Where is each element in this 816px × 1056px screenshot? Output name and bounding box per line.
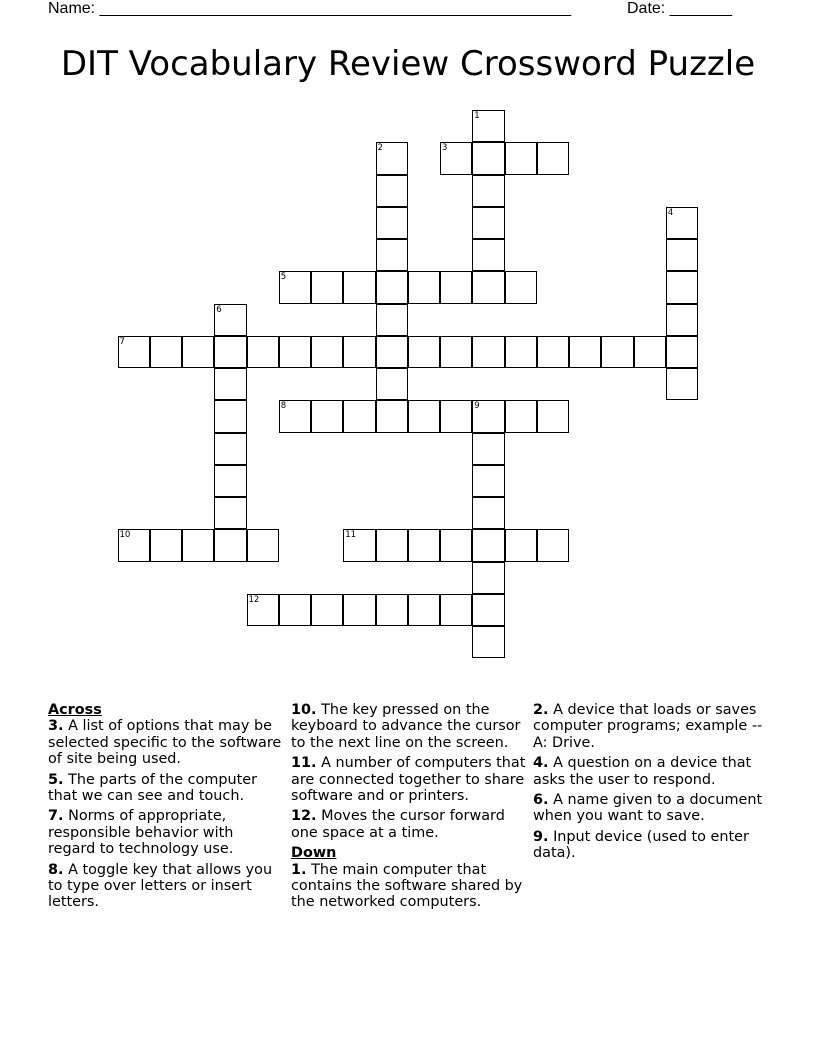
- clue-down-4: 4. A question on a device that asks the user to respond.: [533, 755, 752, 788]
- grid-cell[interactable]: [376, 175, 408, 207]
- clue-across-11: 11. A number of computers that are connected together to share software and or printers.: [291, 755, 526, 805]
- cell-number: 10: [119, 530, 131, 541]
- grid-cell[interactable]: [537, 336, 569, 368]
- clue-across-10: 10. The key pressed on the keyboard to advance the cursor to the next line on the screen.: [291, 702, 521, 751]
- grid-cell[interactable]: [376, 304, 408, 336]
- grid-cell[interactable]: [472, 626, 504, 658]
- clues-column-1: [48, 702, 284, 915]
- clue-down-6: 6. A name given to a document when you want to save.: [533, 792, 763, 825]
- grid-cell[interactable]: [666, 336, 698, 368]
- grid-cell[interactable]: [311, 336, 343, 368]
- grid-cell[interactable]: [472, 594, 504, 626]
- grid-cell[interactable]: [343, 271, 375, 303]
- grid-cell[interactable]: [118, 529, 150, 561]
- grid-cell[interactable]: [279, 400, 311, 432]
- name-field-label: Name: _____________________________________________________: [48, 0, 572, 17]
- grid-cell[interactable]: [182, 529, 214, 561]
- grid-cell[interactable]: [311, 594, 343, 626]
- grid-cell[interactable]: [376, 271, 408, 303]
- grid-cell[interactable]: [279, 594, 311, 626]
- cell-number: 6: [216, 304, 222, 315]
- grid-cell[interactable]: [472, 497, 504, 529]
- down-heading: Down: [291, 845, 337, 862]
- grid-cell[interactable]: [472, 239, 504, 271]
- grid-cell[interactable]: [666, 271, 698, 303]
- grid-cell[interactable]: [408, 529, 440, 561]
- grid-cell[interactable]: [214, 368, 246, 400]
- grid-cell[interactable]: [569, 336, 601, 368]
- grid-cell[interactable]: [214, 497, 246, 529]
- grid-cell[interactable]: [505, 271, 537, 303]
- grid-cell[interactable]: [376, 336, 408, 368]
- grid-cell[interactable]: [343, 400, 375, 432]
- clue-down-2: 2. A device that loads or saves computer programs; example -- A: Drive.: [533, 702, 763, 751]
- grid-cell[interactable]: [408, 336, 440, 368]
- grid-cell[interactable]: [472, 529, 504, 561]
- cell-number: 4: [667, 207, 674, 218]
- grid-cell[interactable]: [472, 433, 504, 465]
- clue-across-5: 5. The parts of the computer that we can see and touch.: [48, 771, 258, 805]
- grid-cell[interactable]: [214, 433, 246, 465]
- grid-cell[interactable]: [343, 529, 375, 561]
- grid-cell[interactable]: [376, 594, 408, 626]
- grid-cell[interactable]: [666, 304, 698, 336]
- grid-cell[interactable]: [376, 368, 408, 400]
- grid-cell[interactable]: [440, 594, 472, 626]
- clue-down-9: 9. Input device (used to enter data).: [533, 828, 749, 862]
- clue-across-3: 3. A list of options that may be selected specific to the software of site being used.: [48, 718, 282, 768]
- clue-down-1: 1. The main computer that contains the software shared by the networked computers.: [291, 861, 523, 911]
- cell-number: 8: [280, 401, 287, 412]
- grid-cell[interactable]: [247, 529, 279, 561]
- cell-number: 12: [248, 594, 260, 605]
- grid-cell[interactable]: [666, 207, 698, 239]
- grid-cell[interactable]: [505, 142, 537, 174]
- grid-cell[interactable]: [634, 336, 666, 368]
- grid-cell[interactable]: [311, 400, 343, 432]
- grid-cell[interactable]: [376, 400, 408, 432]
- grid-cell[interactable]: [376, 142, 408, 174]
- grid-cell[interactable]: [376, 529, 408, 561]
- grid-cell[interactable]: [440, 142, 472, 174]
- grid-cell[interactable]: [376, 207, 408, 239]
- grid-cell[interactable]: [214, 336, 246, 368]
- cell-number: 5: [280, 272, 287, 283]
- cell-number: 7: [119, 336, 125, 347]
- clues-column-2: [291, 702, 527, 915]
- grid-cell[interactable]: [440, 271, 472, 303]
- cell-number: 9: [474, 401, 480, 412]
- page-title: DIT Vocabulary Review Crossword Puzzle: [60, 44, 756, 84]
- grid-cell[interactable]: [601, 336, 633, 368]
- grid-cell[interactable]: [214, 304, 246, 336]
- grid-cell[interactable]: [440, 400, 472, 432]
- grid-cell[interactable]: [666, 368, 698, 400]
- grid-cell[interactable]: [279, 271, 311, 303]
- grid-cell[interactable]: [537, 400, 569, 432]
- grid-cell[interactable]: [343, 594, 375, 626]
- grid-cell[interactable]: [472, 207, 504, 239]
- grid-cell[interactable]: [505, 336, 537, 368]
- date-field-label: Date: _______: [627, 0, 732, 17]
- grid-cell[interactable]: [472, 562, 504, 594]
- grid-cell[interactable]: [505, 400, 537, 432]
- cell-number: 2: [377, 143, 383, 154]
- grid-cell[interactable]: [247, 336, 279, 368]
- grid-cell[interactable]: [279, 336, 311, 368]
- grid-cell[interactable]: [472, 271, 504, 303]
- grid-cell[interactable]: [311, 271, 343, 303]
- grid-cell[interactable]: [408, 400, 440, 432]
- grid-cell[interactable]: [343, 336, 375, 368]
- grid-cell[interactable]: [214, 465, 246, 497]
- grid-cell[interactable]: [214, 400, 246, 432]
- grid-cell[interactable]: [472, 465, 504, 497]
- across-heading: Across: [48, 702, 102, 718]
- grid-cell[interactable]: [472, 142, 504, 174]
- grid-cell[interactable]: [472, 336, 504, 368]
- clue-across-12: 12. Moves the cursor forward one space at a time.: [291, 808, 505, 841]
- cell-number: 1: [474, 111, 480, 121]
- grid-cell[interactable]: [214, 529, 246, 561]
- grid-cell[interactable]: [440, 336, 472, 368]
- cell-number: 3: [442, 143, 448, 154]
- grid-cell[interactable]: [537, 142, 569, 174]
- grid-cell[interactable]: [666, 239, 698, 271]
- grid-cell[interactable]: [537, 529, 569, 561]
- grid-cell[interactable]: [118, 336, 150, 368]
- clue-across-7: 7. Norms of appropriate, responsible behavior with regard to technology use.: [48, 808, 234, 858]
- grid-cell[interactable]: [150, 336, 182, 368]
- grid-cell[interactable]: [247, 594, 279, 626]
- grid-cell[interactable]: [408, 594, 440, 626]
- grid-cell[interactable]: [472, 400, 504, 432]
- clue-across-8: 8. A toggle key that allows you to type over letters or insert letters.: [48, 861, 273, 911]
- grid-cell[interactable]: [408, 271, 440, 303]
- grid-cell[interactable]: [182, 336, 214, 368]
- grid-cell[interactable]: [150, 529, 182, 561]
- clues-column-3: [533, 702, 769, 866]
- grid-cell[interactable]: [472, 110, 504, 142]
- grid-cell[interactable]: [505, 529, 537, 561]
- grid-cell[interactable]: [472, 175, 504, 207]
- cell-number: 11: [345, 530, 357, 541]
- grid-cell[interactable]: [440, 529, 472, 561]
- grid-cell[interactable]: [376, 239, 408, 271]
